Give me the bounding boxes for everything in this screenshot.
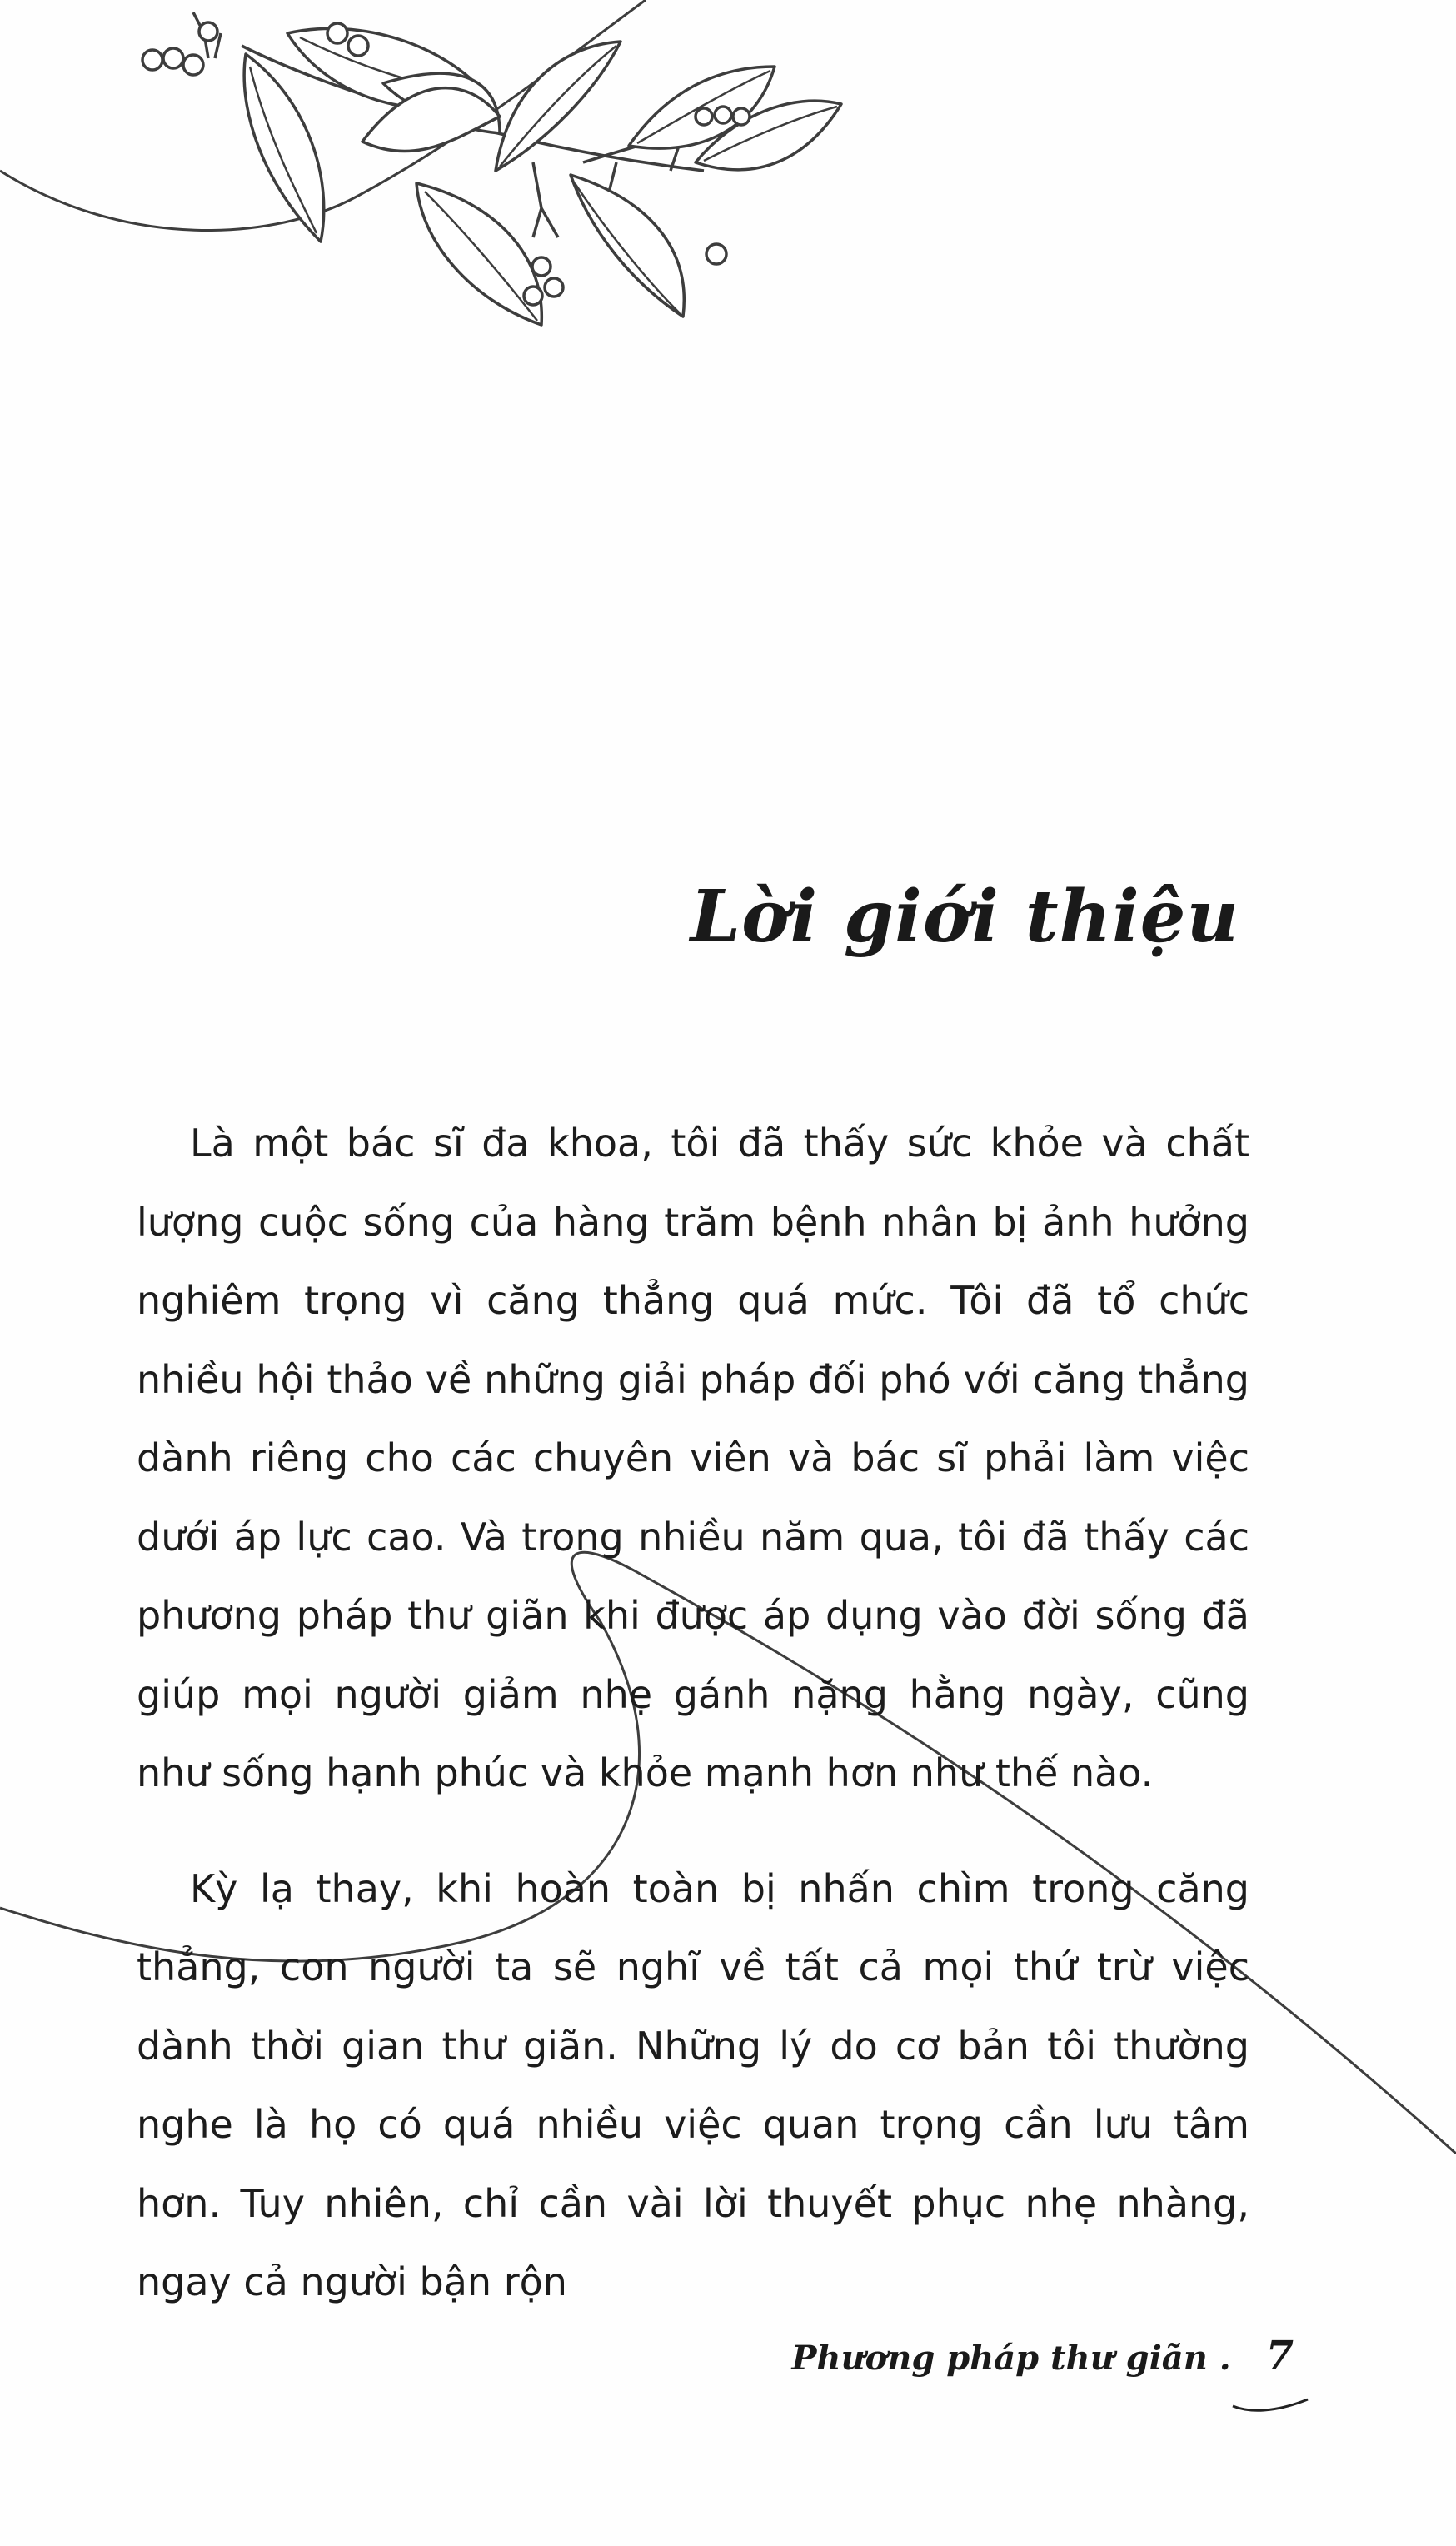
- footer-book-title: Phương pháp thư giãn .: [791, 2339, 1231, 2378]
- chapter-title: Lời giới thiệu: [690, 875, 1239, 959]
- page-number: 7: [1265, 2333, 1294, 2379]
- body-text: [137, 1104, 1249, 2359]
- body-paragraph: Kỳ lạ thay, khi hoàn toàn bị nhấn chìm trong căng thẳng, con người ta sẽ nghĩ về tất cả mọi thứ trừ việc dành thời gian thư giãn. Những lý do cơ bản tôi thường nghe là họ có quá nhiều việc quan trọng cần lưu tâm hơn. Tuy nhiên, chỉ cần vài lời thuyết phục nhẹ nhàng, ngay cả người bận rộn: [137, 1865, 1249, 2304]
- leaf-branch-icon: [142, 12, 841, 325]
- running-footer: [791, 2333, 1294, 2379]
- body-paragraph: Là một bác sĩ đa khoa, tôi đã thấy sức khỏe và chất lượng cuộc sống của hàng trăm bệnh nhân bị ảnh hưởng nghiêm trọng vì căng thẳng quá mức. Tôi đã tổ chức nhiều hội thảo về những giải pháp đối phó với căng thẳng dành riêng cho các chuyên viên và bác sĩ phải làm việc dưới áp lực cao. Và trong nhiều năm qua, tôi đã thấy các phương pháp thư giãn khi được áp dụng vào đời sống đã giúp mọi người giảm nhẹ gánh nặng hằng ngày, cũng như sống hạnh phúc và khỏe mạnh hơn như thế nào.: [137, 1121, 1249, 1795]
- footer-swash-icon: [1233, 2399, 1308, 2410]
